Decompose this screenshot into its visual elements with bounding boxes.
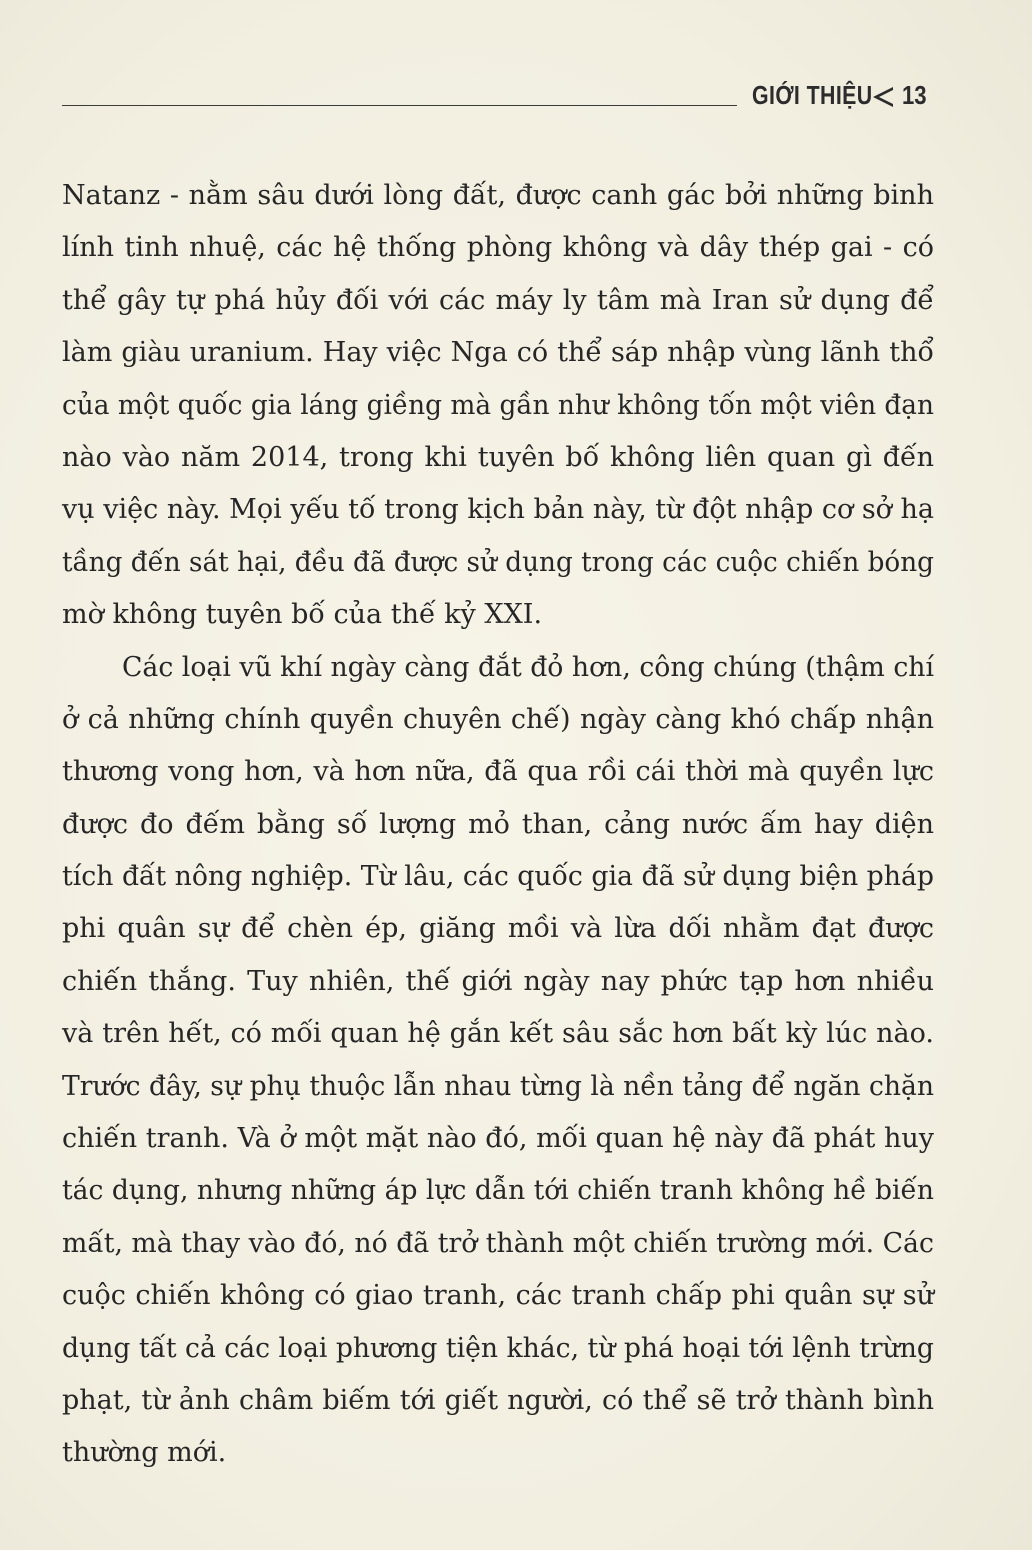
text-line: tầng đến sát hại, đều đã được sử dụng trong các cuộc chiến bóng (62, 546, 935, 578)
text-line: nào vào năm 2014, trong khi tuyên bố không liên quan gì đến (62, 441, 935, 473)
page-number: 13 (902, 80, 927, 110)
text-line: Các loại vũ khí ngày càng đắt đỏ hơn, công chúng (thậm chí (122, 651, 935, 683)
text-line: chiến tranh. Và ở một mặt nào đó, mối quan hệ này đã phát huy (62, 1123, 935, 1155)
paragraph-1-line (62, 537, 934, 589)
text-line: của một quốc gia láng giềng mà gần như không tốn một viên đạn (62, 389, 935, 421)
body-text (62, 170, 934, 1480)
text-line: chiến thắng. Tuy nhiên, thế giới ngày nay phức tạp hơn nhiều (62, 965, 935, 997)
chapter-title: GIỚI THIỆU (752, 80, 873, 110)
paragraph-1-line (62, 589, 934, 641)
text-line: tích đất nông nghiệp. Từ lâu, các quốc gia đã sử dụng biện pháp (62, 861, 935, 893)
paragraph-1-line (62, 432, 934, 484)
text-line: phạt, từ ảnh châm biếm tới giết người, có thể sẽ trở thành bình (62, 1384, 934, 1416)
left-chevron-marker-icon (871, 86, 895, 108)
text-line: lính tinh nhuệ, các hệ thống phòng không và dây thép gai - có (62, 232, 934, 264)
paragraph-2-line (62, 1113, 934, 1165)
paragraph-2-line (62, 642, 934, 694)
paragraph-2-line (62, 799, 934, 851)
paragraph-1-line (62, 275, 934, 327)
paragraph-1-line (62, 380, 934, 432)
paragraph-2-line (62, 1218, 934, 1270)
paragraph-2-line (62, 694, 934, 746)
paragraph-1-line (62, 484, 934, 536)
text-line: được đo đếm bằng số lượng mỏ than, cảng nước ấm hay diện (62, 808, 935, 840)
paragraph-2-line (62, 1165, 934, 1217)
text-line: cuộc chiến không có giao tranh, các tranh chấp phi quân sự sử (62, 1280, 934, 1312)
paragraph-2-line (62, 903, 934, 955)
header-rule (62, 105, 737, 106)
text-line: thương vong hơn, và hơn nữa, đã qua rồi cái thời mà quyền lực (62, 756, 935, 788)
paragraph-2-line (62, 746, 934, 798)
paragraph-2-line (62, 1323, 934, 1375)
text-line: Trước đây, sự phụ thuộc lẫn nhau từng là nền tảng để ngăn chặn (62, 1070, 935, 1102)
paragraph-1-line (62, 222, 934, 274)
text-line: và trên hết, có mối quan hệ gắn kết sâu sắc hơn bất kỳ lúc nào. (62, 1018, 934, 1050)
paragraph-1-line (62, 170, 934, 222)
running-header (62, 78, 934, 118)
paragraph-1-line (62, 327, 934, 379)
paragraph-2-line (62, 956, 934, 1008)
text-line: mờ không tuyên bố của thế kỷ XXI. (62, 599, 543, 631)
paragraph-2-line (62, 1375, 934, 1427)
text-line: thường mới. (62, 1437, 227, 1469)
text-line: vụ việc này. Mọi yếu tố trong kịch bản này, từ đột nhập cơ sở hạ (62, 494, 935, 526)
paragraph-2-line (62, 851, 934, 903)
text-line: ở cả những chính quyền chuyên chế) ngày càng khó chấp nhận (62, 703, 934, 735)
text-line: mất, mà thay vào đó, nó đã trở thành một chiến trường mới. Các (62, 1227, 934, 1259)
text-line: phi quân sự để chèn ép, giăng mồi và lừa dối nhằm đạt được (62, 913, 935, 945)
paragraph-2-line (62, 1270, 934, 1322)
text-line: dụng tất cả các loại phương tiện khác, từ phá hoại tới lệnh trừng (62, 1332, 934, 1364)
paragraph-2-line (62, 1008, 934, 1060)
text-line: Natanz - nằm sâu dưới lòng đất, được canh gác bởi những binh (62, 180, 934, 211)
paragraph-2-line (62, 1061, 934, 1113)
text-line: tác dụng, nhưng những áp lực dẫn tới chiến tranh không hề biến (62, 1175, 934, 1207)
text-line: thể gây tự phá hủy đối với các máy ly tâm mà Iran sử dụng để (62, 284, 935, 316)
paragraph-2-line (62, 1427, 934, 1479)
text-line: làm giàu uranium. Hay việc Nga có thể sáp nhập vùng lãnh thổ (62, 337, 934, 369)
